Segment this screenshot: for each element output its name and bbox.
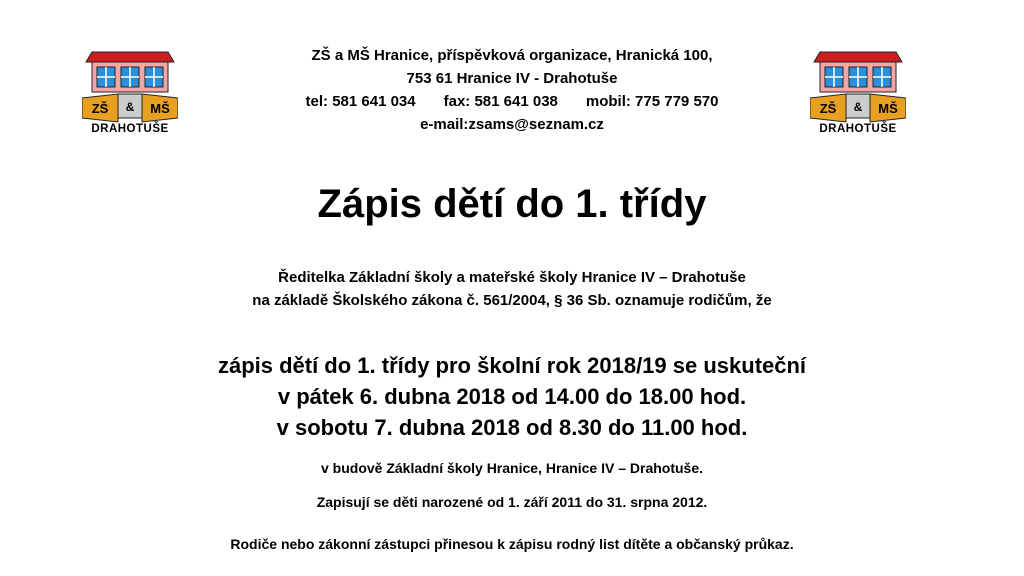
school-building-icon	[810, 50, 906, 124]
announcement-line2: v pátek 6. dubna 2018 od 14.00 do 18.00 hod.	[277, 384, 747, 409]
school-logo-right	[810, 50, 906, 140]
documents-line: Rodiče nebo zákonní zástupci přinesou k zápisu rodný list dítěte a občanský průkaz.	[230, 536, 794, 552]
logo-label-amp: &	[125, 100, 135, 114]
school-logo-left	[82, 50, 178, 140]
logo-caption: DRAHOTUŠE	[91, 123, 169, 135]
header-tel: tel: 581 641 034	[305, 93, 416, 110]
school-header	[200, 44, 824, 136]
header-fax: fax: 581 641 038	[443, 93, 558, 110]
announcement-line3: v sobotu 7. dubna 2018 od 8.30 do 11.00 hod.	[276, 415, 748, 440]
page-title: Zápis dětí do 1. třídy	[317, 182, 707, 226]
location-line: v budově Základní školy Hranice, Hranice IV – Drahotuše.	[320, 460, 704, 476]
logo-label-zs: ZŠ	[91, 101, 109, 116]
header-contact-line	[200, 90, 824, 113]
intro-line1: Ředitelka Základní školy a mateřské školy Hranice IV – Drahotuše	[278, 269, 746, 286]
logo-label-zs: ZŠ	[819, 101, 837, 116]
logo-label-amp: &	[853, 100, 863, 114]
announcement-line1: zápis dětí do 1. třídy pro školní rok 2018/19 se uskuteční	[217, 353, 807, 378]
school-building-icon	[82, 50, 178, 124]
header-email: e-mail:zsams@seznam.cz	[420, 116, 604, 133]
intro-line2: na základě Školského zákona č. 561/2004, § 36 Sb. oznamuje rodičům, že	[252, 292, 772, 309]
header-address-line1: ZŠ a MŠ Hranice, příspěvková organizace, Hranická 100,	[311, 47, 713, 64]
eligibility-line: Zapisují se děti narozené od 1. září 2011 do 31. srpna 2012.	[316, 494, 708, 510]
announcement	[0, 350, 1024, 443]
header-mobile: mobil: 775 779 570	[585, 93, 719, 110]
logo-label-ms: MŠ	[150, 101, 170, 116]
logo-label-ms: MŠ	[878, 101, 898, 116]
header-address-line2: 753 61 Hranice IV - Drahotuše	[406, 70, 618, 87]
intro-paragraph	[0, 266, 1024, 312]
logo-caption: DRAHOTUŠE	[819, 123, 897, 135]
